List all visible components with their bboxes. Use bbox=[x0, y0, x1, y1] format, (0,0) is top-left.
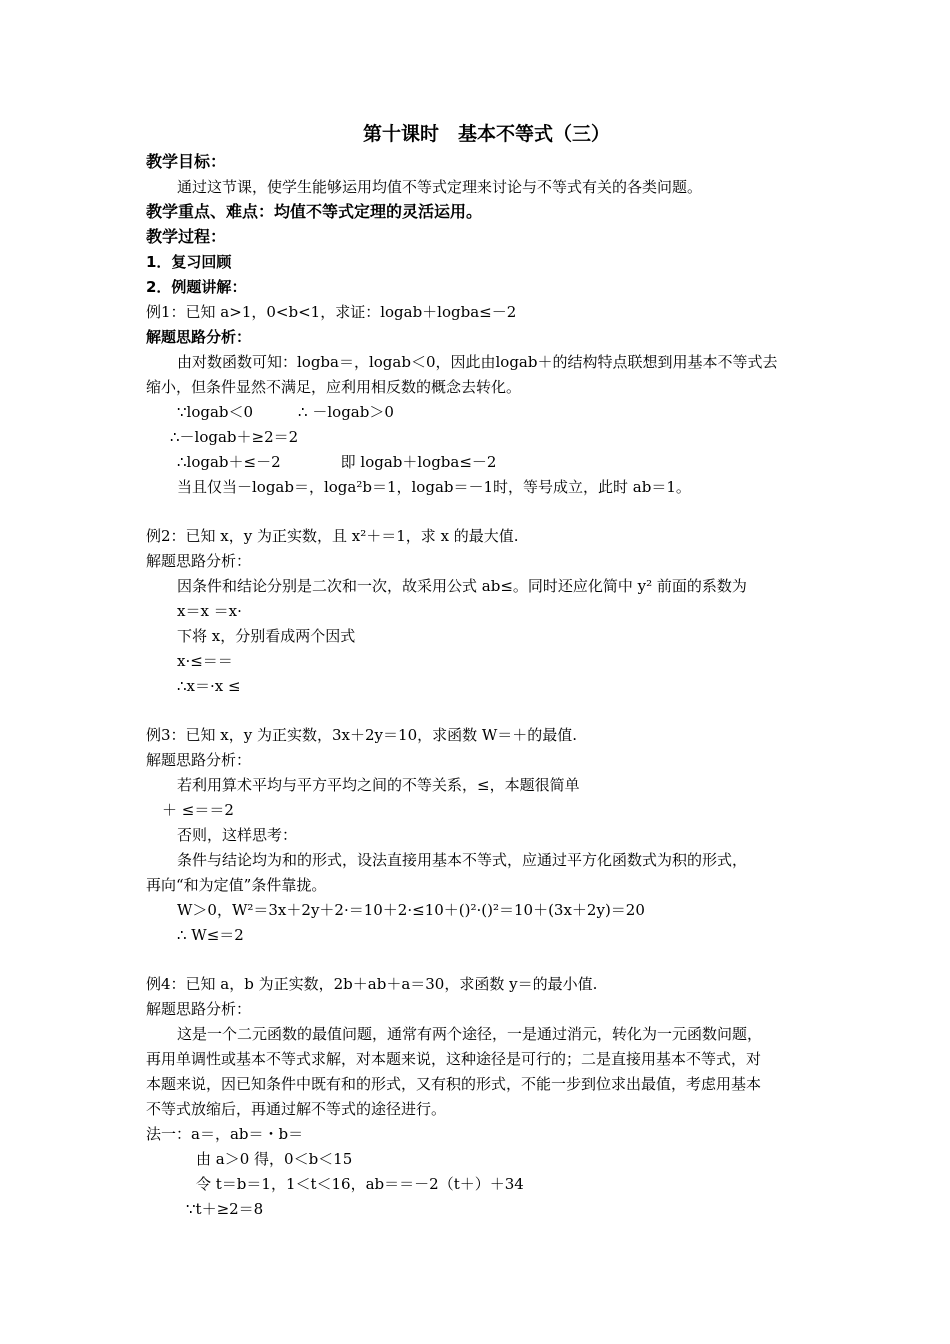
analysis-heading: 解题思路分析： bbox=[146, 328, 252, 346]
paragraph-line: 缩小，但条件显然不满足，应利用相反数的概念去转化。 bbox=[146, 378, 522, 396]
paragraph-line: 再向“和为定值”条件靠拢。 bbox=[146, 876, 327, 894]
section-review: 1．复习回顾 bbox=[146, 253, 232, 271]
analysis-heading: 解题思路分析： bbox=[146, 1000, 252, 1018]
section-examples: 2．例题讲解： bbox=[146, 278, 247, 296]
math-line: 法一：a＝，ab＝・b＝ bbox=[146, 1125, 304, 1143]
math-line: ∵logab＜0 ∴ －logab＞0 bbox=[177, 403, 394, 421]
example-2: 例2：已知 x，y 为正实数，且 x²＋＝1，求 x 的最大值. bbox=[146, 527, 519, 545]
paragraph-line: 这是一个二元函数的最值问题，通常有两个途径，一是通过消元，转化为一元函数问题， bbox=[177, 1025, 763, 1043]
paragraph-line: 本题来说，因已知条件中既有和的形式，又有积的形式，不能一步到位求出最值，考虑用基本 bbox=[146, 1075, 762, 1093]
paragraph-line: 通过这节课，使学生能够运用均值不等式定理来讨论与不等式有关的各类问题。 bbox=[177, 178, 703, 196]
analysis-heading: 解题思路分析： bbox=[146, 751, 252, 769]
paragraph-line: 否则，这样思考： bbox=[177, 826, 298, 844]
math-line: 令 t＝b＝1，1＜t＜16，ab＝＝－2（t＋）＋34 bbox=[196, 1175, 524, 1193]
math-line: ∴ W≤＝2 bbox=[177, 926, 244, 944]
heading-process: 教学过程： bbox=[146, 227, 227, 246]
paragraph-line: 由对数函数可知：logba＝，logab＜0，因此由logab＋的结构特点联想到用基本不等式去 bbox=[177, 353, 778, 371]
math-line: ∵t＋≥2＝8 bbox=[186, 1200, 264, 1218]
paragraph-line: 再用单调性或基本不等式求解，对本题来说，这种途径是可行的；二是直接用基本不等式，对 bbox=[146, 1050, 762, 1068]
math-line: ∴logab＋≤－2 即 logab＋logba≤－2 bbox=[177, 453, 497, 471]
example-4: 例4：已知 a，b 为正实数，2b＋ab＋a＝30，求函数 y＝的最小值. bbox=[146, 975, 598, 993]
page-title: 第十课时 基本不等式（三） bbox=[363, 123, 611, 145]
math-line: x·≤＝＝ bbox=[177, 652, 233, 670]
analysis-heading: 解题思路分析： bbox=[146, 552, 252, 570]
paragraph-line: 若利用算术平均与平方平均之间的不等关系，≤，本题很简单 bbox=[177, 776, 580, 794]
math-line: 由 a＞0 得，0＜b＜15 bbox=[196, 1150, 353, 1168]
math-line: W＞0，W²＝3x＋2y＋2·＝10＋2·≤10＋()²·()²＝10＋(3x＋2y)＝20 bbox=[177, 901, 645, 919]
example-3: 例3：已知 x，y 为正实数，3x＋2y＝10，求函数 W＝＋的最值. bbox=[146, 726, 578, 744]
paragraph-line: 条件与结论均为和的形式，设法直接用基本不等式，应通过平方化函数式为积的形式， bbox=[177, 851, 748, 869]
paragraph-line: 下将 x，分别看成两个因式 bbox=[177, 627, 356, 645]
math-line: ∴x＝·x ≤ bbox=[177, 677, 241, 695]
math-line: 当且仅当－logab＝，loga²b＝1，logab＝－1时，等号成立，此时 ab＝1。 bbox=[177, 478, 691, 496]
paragraph-line: 不等式放缩后，再通过解不等式的途径进行。 bbox=[146, 1100, 447, 1118]
example-1: 例1：已知 a>1，0<b<1，求证：logab＋logba≤－2 bbox=[146, 303, 517, 321]
math-line: x＝x ＝x· bbox=[177, 602, 242, 620]
math-line: ∴－logab＋≥2＝2 bbox=[170, 428, 299, 446]
paragraph-line: 因条件和结论分别是二次和一次，故采用公式 ab≤。同时还应化简中 y² 前面的系数为 bbox=[177, 577, 747, 595]
math-line: ＋ ≤＝＝2 bbox=[162, 801, 234, 819]
heading-key-points: 教学重点、难点：均值不等式定理的灵活运用。 bbox=[146, 202, 483, 221]
heading-objectives: 教学目标： bbox=[146, 152, 227, 171]
